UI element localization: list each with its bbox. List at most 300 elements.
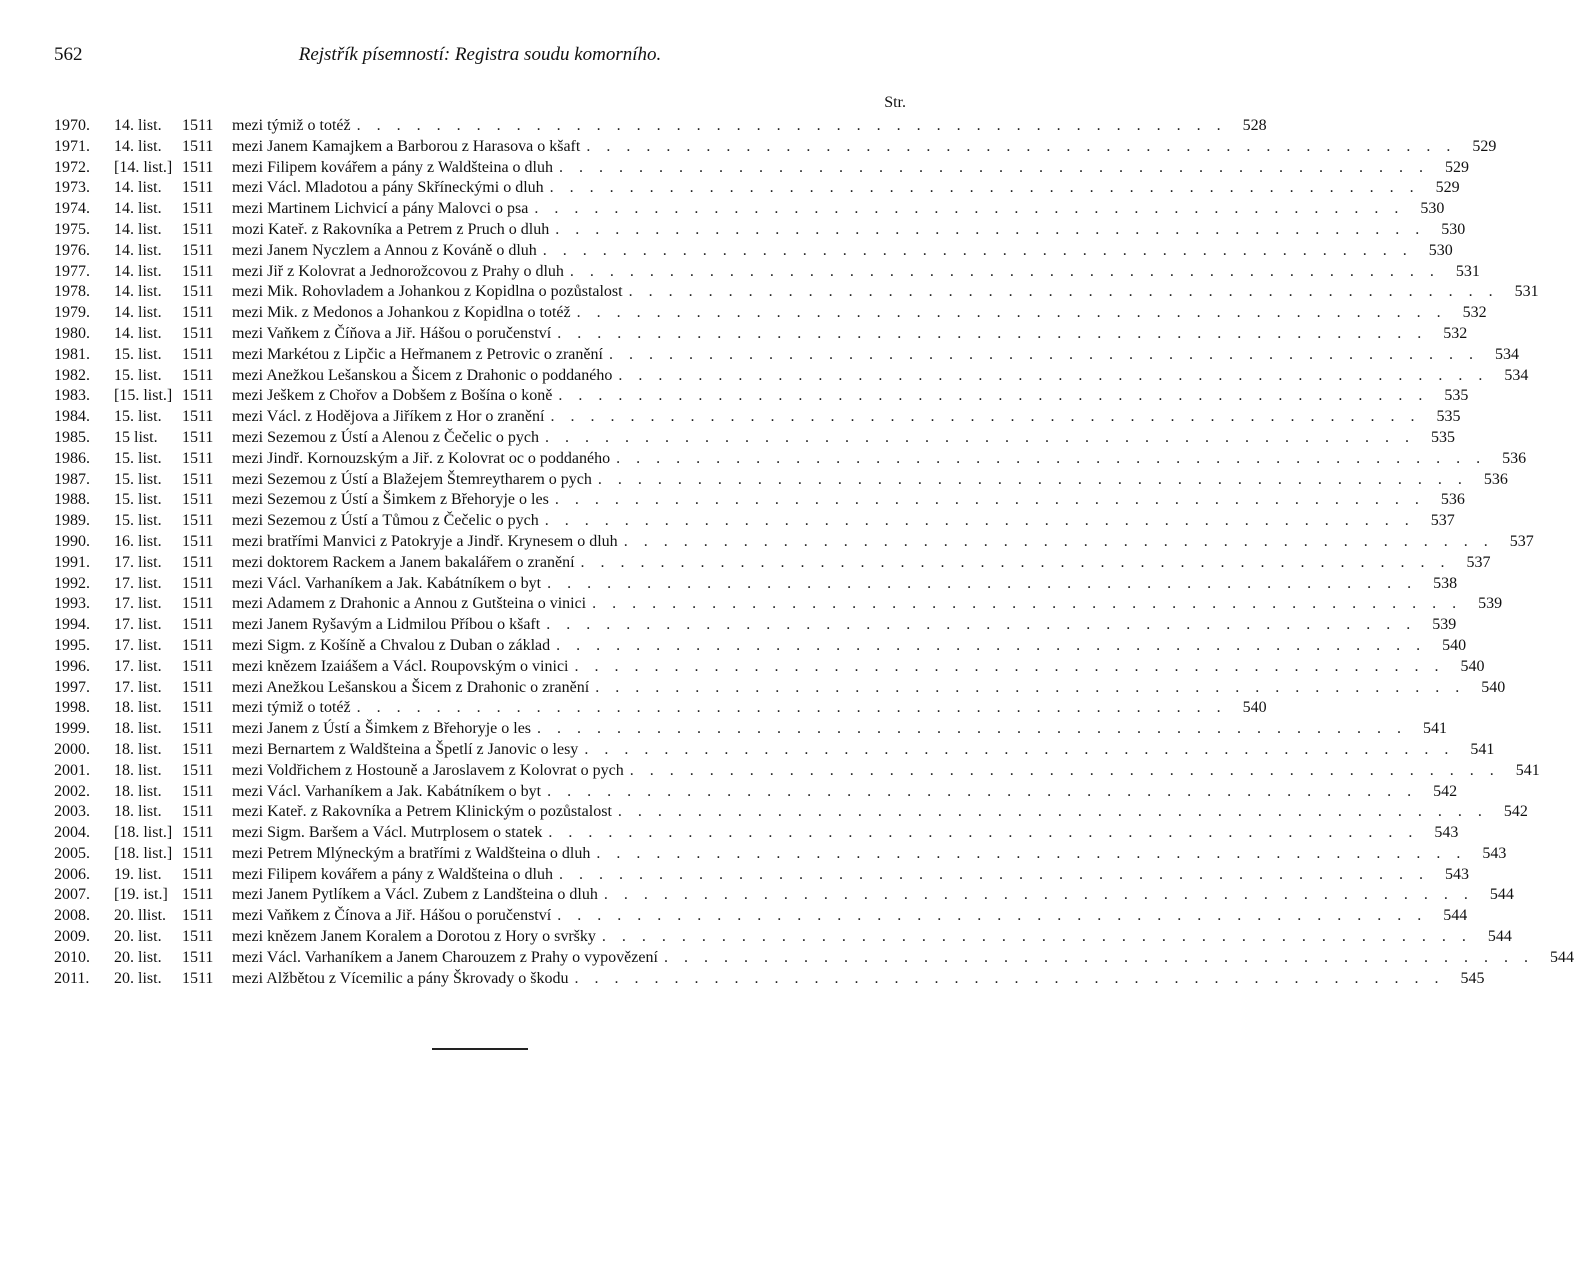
entry-date: 20. list. [114,948,162,966]
entry-description: mezi Sezemou z Ústí a Šimkem z Břehoryje o les [232,491,549,509]
entry-description: mezi Janem Ryšavým a Lidmilou Příbou o kšaft [232,616,541,634]
entry-description: mezi Janem Nyczlem a Annou z Kováně o dluh [232,241,537,259]
entry-date: 18. list. [114,761,162,779]
entry-date: 15. list. [114,366,162,384]
dot-leader [550,636,1432,657]
entry-date: 20. list. [114,928,162,946]
dot-leader [542,823,1424,844]
dot-leader [541,782,1423,803]
entry-number: 1997. [54,678,90,696]
entry-year: 1511 [182,948,214,966]
entry-page-ref: 530 [1441,220,1466,238]
entry-page-ref: 528 [1242,117,1267,134]
index-entry [54,865,1469,886]
entry-page-ref: 544 [1487,928,1512,946]
entry-number: 1970. [54,117,90,134]
entry-description: mezi Alžbětou z Vícemilic a pány Škrovady o škodu [232,969,569,987]
dot-leader [603,345,1485,366]
entry-year: 1511 [182,366,214,384]
index-entry [54,906,1468,927]
index-entry [54,969,1485,990]
dot-leader [586,594,1468,615]
entry-description: mezi Ješkem z Chořov a Dobšem z Bošína o koně [232,387,553,405]
entry-page-ref: 531 [1514,283,1539,301]
entry-year: 1511 [182,470,214,488]
dot-leader [553,158,1435,179]
entry-page-ref: 541 [1470,740,1495,758]
entry-description: mezi Václ. Mladotou a pány Skříneckými o dluh [232,179,544,197]
entry-page-ref: 543 [1434,824,1459,842]
entry-description: mezi týmiž o totéž [232,699,351,717]
entry-page-ref: 540 [1242,699,1267,717]
index-entry [54,594,1503,615]
dot-leader [549,220,1431,241]
entry-description: mezi Sezemou z Ústí a Blažejem Štemreytharem o pych [232,470,592,488]
entry-date: 18. list. [114,699,162,717]
entry-year: 1511 [182,616,214,634]
index-entry [54,282,1539,303]
index-entry [54,386,1469,407]
index-list [54,116,1574,989]
dot-leader [618,532,1500,553]
entry-description: mezi Jindř. Kornouzským a Jiř. z Kolovrat oc o poddaného [232,449,611,467]
entry-year: 1511 [182,678,214,696]
index-entry [54,698,1267,719]
dot-leader [544,178,1426,199]
entry-number: 2008. [54,907,90,925]
entry-page-ref: 534 [1494,345,1519,363]
entry-number: 1971. [54,137,90,155]
entry-year: 1511 [182,137,214,155]
entry-year: 1511 [182,532,214,550]
dot-leader [575,553,1457,574]
entry-page-ref: 543 [1482,844,1507,862]
entry-number: 2001. [54,761,90,779]
index-entry [54,324,1468,345]
dot-leader [623,282,1505,303]
entry-date: 17. list. [114,678,162,696]
entry-year: 1511 [182,969,214,987]
entry-description: mezi Václ. Varhaníkem a Jak. Kabátníkem o byt [232,574,542,592]
entry-number: 2010. [54,948,90,966]
entry-number: 1999. [54,720,90,738]
entry-year: 1511 [182,844,214,862]
entry-year: 1511 [182,491,214,509]
entry-date: [19. ist.] [114,886,168,904]
page-column-header: Str. [884,94,906,111]
dot-leader [592,470,1474,491]
entry-number: 2007. [54,886,90,904]
dot-leader [539,428,1421,449]
index-entry [54,574,1458,595]
entry-date: 20. llist. [114,907,167,925]
entry-number: 1982. [54,366,90,384]
entry-description: mezi Kateř. z Rakovníka a Petrem Klinickým o pozůstalost [232,803,612,821]
entry-page-ref: 530 [1420,200,1445,218]
entry-page-ref: 529 [1445,158,1469,176]
entry-page-ref: 531 [1455,262,1480,280]
entry-description: mezi Václ. Varhaníkem a Jak. Kabátníkem o byt [232,782,542,800]
entry-page-ref: 529 [1472,137,1497,155]
dot-leader [596,927,1478,948]
index-entry [54,885,1514,906]
index-entry [54,844,1507,865]
entry-description: mezi Markétou z Lipčic a Heřmanem z Petrovic o zranění [232,345,603,363]
entry-description: mezi doktorem Rackem a Janem bakalářem o zranění [232,553,575,571]
index-entry [54,199,1445,220]
entry-page-ref: 538 [1433,574,1458,592]
entry-page-ref: 532 [1443,324,1468,342]
entry-description: mezi knězem Izaiášem a Václ. Roupovským o vinici [232,657,569,675]
dot-leader [569,657,1451,678]
entry-description: mezi Vaňkem z Číňova a Jiř. Hášou o poručenství [232,324,552,342]
entry-date: 14. list. [114,117,162,134]
entry-page-ref: 536 [1483,470,1508,488]
entry-year: 1511 [182,449,214,467]
entry-date: 14. list. [114,179,162,197]
entry-date: 16. list. [114,532,162,550]
entry-description: mezi Václ. z Hodějova a Jiříkem z Hor o zranění [232,408,545,426]
entry-year: 1511 [182,200,214,218]
dot-leader [544,407,1426,428]
entry-number: 1973. [54,179,90,197]
entry-description: mezi Petrem Mlýneckým a bratřími z Waldšteina o dluh [232,844,591,862]
entry-description: mozi Kateř. z Rakovníka a Petrem z Pruch o dluh [232,220,550,238]
dot-leader [539,511,1421,532]
entry-description: mezi Václ. Varhaníkem a Janem Charouzem z Prahy o vypovězení [232,948,658,966]
entry-number: 1977. [54,262,90,280]
entry-description: mezi Anežkou Lešanskou a Šicem z Drahonic o zranění [232,678,590,696]
end-rule [432,1048,528,1050]
entry-page-ref: 542 [1503,803,1528,821]
entry-date: 17. list. [114,616,162,634]
entry-number: 2002. [54,782,90,800]
entry-description: mezi Sigm. z Košíně a Chvalou z Duban o základ [232,636,551,654]
entry-page-ref: 541 [1515,761,1540,779]
entry-year: 1511 [182,241,214,259]
entry-year: 1511 [182,761,214,779]
entry-year: 1511 [182,699,214,717]
entry-number: 1993. [54,595,90,613]
dot-leader [658,948,1540,969]
dot-leader [578,740,1460,761]
dot-leader [531,719,1413,740]
entry-date: 18. list. [114,740,162,758]
entry-number: 2005. [54,844,90,862]
entry-date: 18. list. [114,720,162,738]
entry-year: 1511 [182,824,214,842]
index-entry [54,532,1534,553]
dot-leader [580,137,1462,158]
index-entry [54,615,1457,636]
entry-description: mezi Janem Pytlíkem a Václ. Zubem z Landšteina o dluh [232,886,598,904]
entry-date: 14. list. [114,200,162,218]
index-entry [54,553,1491,574]
index-entry [54,719,1448,740]
entry-number: 1994. [54,616,90,634]
entry-date: 18. list. [114,803,162,821]
index-entry [54,116,1267,137]
index-entry [54,366,1529,387]
dot-leader [612,802,1494,823]
entry-date: 14. list. [114,262,162,280]
index-entry [54,241,1453,262]
dot-leader [528,199,1410,220]
index-entry [54,511,1455,532]
entry-page-ref: 540 [1442,636,1467,654]
entry-year: 1511 [182,595,214,613]
entry-year: 1511 [182,283,214,301]
entry-date: [14. list.] [114,158,173,176]
dot-leader [589,678,1471,699]
entry-date: 15. list. [114,491,162,509]
entry-year: 1511 [182,865,214,883]
entry-date: 15 list. [114,428,158,446]
dot-leader [569,969,1451,990]
index-entry [54,407,1461,428]
dot-leader [571,303,1453,324]
index-entry [54,428,1456,449]
index-entry [54,678,1506,699]
index-entry [54,636,1467,657]
entry-year: 1511 [182,803,214,821]
entry-description: mezi Anežkou Lešanskou a Šicem z Drahonic o poddaného [232,366,613,384]
dot-leader [540,615,1422,636]
entry-year: 1511 [182,574,214,592]
entry-number: 1990. [54,532,90,550]
index-entry [54,449,1527,470]
entry-page-ref: 537 [1430,512,1455,530]
page-number: 562 [54,44,83,65]
entry-date: 15. list. [114,345,162,363]
index-entry [54,158,1469,179]
entry-year: 1511 [182,304,214,322]
entry-description: mezi knězem Janem Koralem a Dorotou z Hory o svršky [232,928,596,946]
running-title: Rejstřík písemností: Registra soudu komorního. [298,44,662,65]
entry-page-ref: 540 [1460,657,1485,675]
entry-page-ref: 544 [1489,886,1514,904]
dot-leader [551,324,1433,345]
entry-year: 1511 [182,387,214,405]
entry-year: 1511 [182,158,214,176]
entry-page-ref: 537 [1466,553,1491,571]
entry-description: mezi Mik. Rohovladem a Johankou z Kopidlna o pozůstalost [232,283,623,301]
entry-page-ref: 530 [1428,241,1453,259]
entry-description: mezi bratřími Manvici z Patokryje a Jindř. Krynesem o dluh [232,532,618,550]
entry-description: mezi Janem z Ústí a Šimkem z Břehoryje o les [232,720,532,738]
entry-year: 1511 [182,179,214,197]
dot-leader [541,574,1423,595]
index-entry [54,178,1460,199]
entry-page-ref: 537 [1509,532,1534,550]
entry-page-ref: 544 [1443,907,1468,925]
index-entry [54,927,1512,948]
entry-page-ref: 540 [1481,678,1506,696]
entry-number: 1972. [54,158,90,176]
dot-leader [598,885,1480,906]
entry-description: mezi Bernartem z Waldšteina a Špetlí z Janovic o lesy [232,740,579,758]
dot-leader [551,906,1433,927]
entry-page-ref: 544 [1549,948,1574,966]
entry-description: mezi Janem Kamajkem a Barborou z Harasova o kšaft [232,137,581,155]
entry-number: 1983. [54,387,90,405]
entry-page-ref: 535 [1444,387,1469,405]
entry-number: 1980. [54,324,90,342]
entry-date: 18. list. [114,782,162,800]
index-entry [54,948,1574,969]
entry-date: [15. list.] [114,387,173,405]
entry-date: 14. list. [114,324,162,342]
entry-page-ref: 539 [1432,616,1457,634]
entry-page-ref: 541 [1423,720,1448,738]
entry-date: 14. list. [114,283,162,301]
entry-page-ref: 542 [1433,782,1458,800]
entry-description: mezi Sigm. Baršem a Václ. Mutrplosem o statek [232,824,543,842]
entry-page-ref: 545 [1460,969,1485,987]
index-entry [54,657,1485,678]
entry-date: 17. list. [114,574,162,592]
index-entry [54,823,1459,844]
entry-description: mezi Filipem kovářem a pány z Waldšteina o dluh [232,865,553,883]
entry-date: 14. list. [114,137,162,155]
entry-number: 2004. [54,824,90,842]
entry-description: mezi Adamem z Drahonic a Annou z Gutšteina o vinici [232,595,587,613]
entry-number: 1988. [54,491,90,509]
entry-page-ref: 535 [1431,428,1456,446]
entry-date: 17. list. [114,553,162,571]
index-entry [54,761,1540,782]
entry-number: 1984. [54,408,90,426]
dot-leader [351,116,1233,137]
entry-number: 1975. [54,220,90,238]
entry-description: mezi Vaňkem z Čínova a Jiř. Hášou o poručenství [232,907,552,925]
entry-year: 1511 [182,657,214,675]
entry-year: 1511 [182,345,214,363]
dot-leader [590,844,1472,865]
entry-number: 1981. [54,345,90,363]
dot-leader [564,262,1446,283]
entry-description: mezi Mik. z Medonos a Johankou z Kopidlna o totéž [232,304,571,322]
entry-year: 1511 [182,907,214,925]
entry-description: mezi Voldřichem z Hostouně a Jaroslavem z Kolovrat o pych [232,761,624,779]
entry-number: 1995. [54,636,90,654]
index-entry [54,137,1497,158]
entry-number: 1986. [54,449,90,467]
entry-page-ref: 536 [1502,449,1527,467]
entry-date: 17. list. [114,657,162,675]
entry-number: 1987. [54,470,90,488]
entry-date: [18. list.] [114,844,173,862]
entry-number: 1978. [54,283,90,301]
entry-page-ref: 535 [1436,408,1461,426]
entry-date: 14. list. [114,304,162,322]
entry-number: 1991. [54,553,90,571]
index-entry [54,345,1519,366]
entry-year: 1511 [182,117,214,134]
entry-year: 1511 [182,553,214,571]
entry-page-ref: 543 [1445,865,1469,883]
entry-page-ref: 536 [1440,491,1465,509]
entry-date: 20. list. [114,969,162,987]
entry-number: 2011. [54,969,90,987]
dot-leader [624,761,1506,782]
entry-page-ref: 532 [1462,304,1487,322]
entry-year: 1511 [182,220,214,238]
entry-description: mezi Sezemou z Ústí a Alenou z Čečelic o pych [232,428,540,446]
entry-page-ref: 529 [1435,179,1460,197]
entry-year: 1511 [182,636,214,654]
entry-description: mezi Martinem Lichvicí a pány Malovci o psa [232,200,529,218]
entry-number: 2006. [54,865,90,883]
entry-description: mezi Jiř z Kolovrat a Jednorožcovou z Prahy o dluh [232,262,564,280]
entry-number: 1998. [54,699,90,717]
entry-number: 1979. [54,304,90,322]
index-entry [54,262,1480,283]
index-entry [54,303,1487,324]
dot-leader [553,865,1435,886]
entry-date: 15. list. [114,470,162,488]
index-entry [54,802,1528,823]
entry-date: 15. list. [114,449,162,467]
entry-number: 1989. [54,512,90,530]
page-header [54,44,906,72]
entry-date: 17. list. [114,636,162,654]
entry-year: 1511 [182,428,214,446]
dot-leader [610,449,1492,470]
entry-date: 19. list. [114,865,162,883]
entry-number: 1976. [54,241,90,259]
entry-number: 1974. [54,200,90,218]
dot-leader [612,366,1494,387]
entry-page-ref: 539 [1478,595,1503,613]
entry-year: 1511 [182,886,214,904]
entry-date: 14. list. [114,241,162,259]
index-entry [54,740,1495,761]
entry-year: 1511 [182,782,214,800]
entry-number: 2003. [54,803,90,821]
entry-date: [18. list.] [114,824,173,842]
dot-leader [552,386,1434,407]
dot-leader [351,698,1233,719]
entry-description: mezi Sezemou z Ústí a Tůmou z Čečelic o pych [232,512,539,530]
entry-number: 1996. [54,657,90,675]
entry-page-ref: 534 [1504,366,1529,384]
entry-number: 1985. [54,428,90,446]
index-entry [54,490,1465,511]
entry-year: 1511 [182,740,214,758]
index-entry [54,782,1458,803]
index-entry [54,220,1466,241]
entry-description: mezi Filipem kovářem a pány z Waldšteina o dluh [232,158,553,176]
entry-date: 15. list. [114,408,162,426]
entry-year: 1511 [182,928,214,946]
entry-number: 2000. [54,740,90,758]
entry-year: 1511 [182,512,214,530]
dot-leader [537,241,1419,262]
entry-year: 1511 [182,324,214,342]
entry-date: 15. list. [114,512,162,530]
index-entry [54,470,1508,491]
entry-year: 1511 [182,720,214,738]
entry-date: 17. list. [114,595,162,613]
entry-year: 1511 [182,262,214,280]
dot-leader [549,490,1431,511]
entry-number: 2009. [54,928,90,946]
entry-date: 14. list. [114,220,162,238]
entry-year: 1511 [182,408,214,426]
entry-number: 1992. [54,574,90,592]
entry-description: mezi týmiž o totéž [232,117,351,134]
